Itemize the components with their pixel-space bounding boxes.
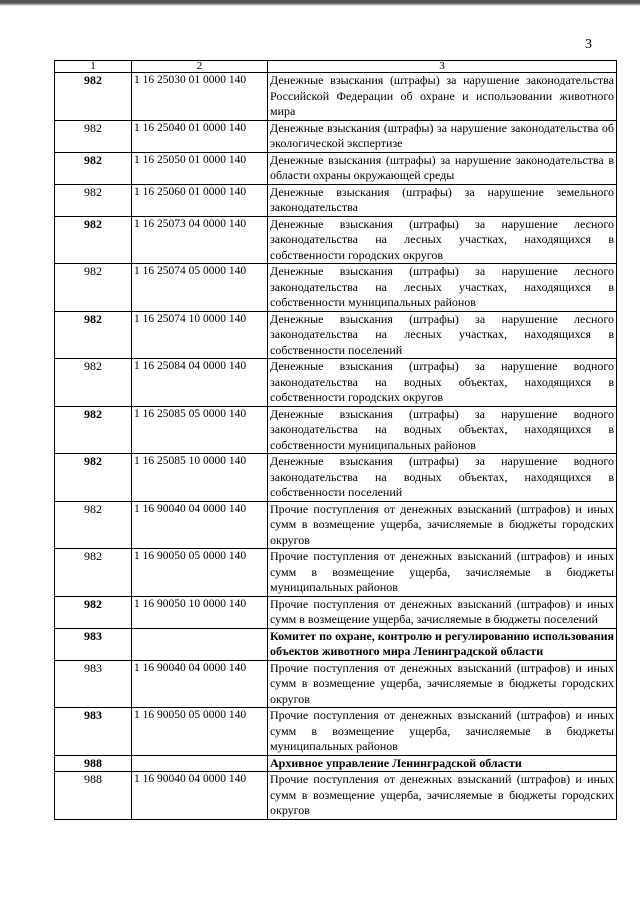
description-cell: Денежные взыскания (штрафы) за нарушение лесного законодательства на лесных участках, находящихся в собственности городских округов (268, 216, 617, 264)
num-cell: 982 (55, 152, 132, 184)
code-cell: 1 16 25085 10 0000 140 (132, 454, 268, 502)
description-cell: Прочие поступления от денежных взысканий (штрафов) и иных сумм в возмещение ущерба, зачисляемые в бюджеты муниципальных районов (268, 549, 617, 597)
description-cell: Прочие поступления от денежных взысканий (штрафов) и иных сумм в возмещение ущерба, зачисляемые в бюджеты городских округов (268, 660, 617, 708)
num-cell: 982 (55, 359, 132, 407)
revenue-codes-table (54, 60, 617, 820)
table-row (55, 549, 617, 597)
description-cell: Архивное управление Ленинградской области (268, 755, 617, 772)
code-cell: 1 16 25074 10 0000 140 (132, 311, 268, 359)
num-cell: 982 (55, 406, 132, 454)
num-cell: 982 (55, 549, 132, 597)
num-cell: 982 (55, 596, 132, 628)
description-cell: Денежные взыскания (штрафы) за нарушение законодательства в области охраны окружающей среды (268, 152, 617, 184)
table-row (55, 454, 617, 502)
description-cell: Денежные взыскания (штрафы) за нарушение водного законодательства на водных объектах, находящихся в собственности поселений (268, 454, 617, 502)
table-row (55, 406, 617, 454)
description-cell: Прочие поступления от денежных взысканий (штрафов) и иных сумм в возмещение ущерба, зачисляемые в бюджеты поселений (268, 596, 617, 628)
table-row (55, 660, 617, 708)
table-row (55, 120, 617, 152)
description-cell: Денежные взыскания (штрафы) за нарушение земельного законодательства (268, 184, 617, 216)
code-cell: 1 16 25074 05 0000 140 (132, 264, 268, 312)
table-row (55, 152, 617, 184)
page-number: 3 (585, 37, 592, 52)
code-cell: 1 16 25060 01 0000 140 (132, 184, 268, 216)
header-col-1: 1 (55, 61, 132, 73)
table-row (55, 184, 617, 216)
description-cell: Прочие поступления от денежных взысканий (штрафов) и иных сумм в возмещение ущерба, зачисляемые в бюджеты городских округов (268, 772, 617, 820)
code-cell: 1 16 90040 04 0000 140 (132, 660, 268, 708)
num-cell: 982 (55, 501, 132, 549)
description-cell: Денежные взыскания (штрафы) за нарушение лесного законодательства на лесных участках, находящихся в собственности муниципальных районов (268, 264, 617, 312)
code-cell (132, 628, 268, 660)
num-cell: 983 (55, 660, 132, 708)
table-row (55, 755, 617, 772)
num-cell: 982 (55, 184, 132, 216)
table-row (55, 359, 617, 407)
description-cell: Прочие поступления от денежных взысканий (штрафов) и иных сумм в возмещение ущерба, зачисляемые в бюджеты муниципальных районов (268, 708, 617, 756)
table-row (55, 772, 617, 820)
code-cell: 1 16 90040 04 0000 140 (132, 772, 268, 820)
header-col-2: 2 (132, 61, 268, 73)
description-cell: Денежные взыскания (штрафы) за нарушение лесного законодательства на лесных участках, находящихся в собственности поселений (268, 311, 617, 359)
code-cell: 1 16 25073 04 0000 140 (132, 216, 268, 264)
table-row (55, 311, 617, 359)
table-header-row (55, 61, 617, 73)
num-cell: 982 (55, 264, 132, 312)
num-cell: 982 (55, 454, 132, 502)
table-row (55, 708, 617, 756)
code-cell: 1 16 25085 05 0000 140 (132, 406, 268, 454)
table-row (55, 628, 617, 660)
table-row (55, 264, 617, 312)
code-cell: 1 16 25084 04 0000 140 (132, 359, 268, 407)
description-cell: Комитет по охране, контролю и регулированию использования объектов животного мира Ленинградской области (268, 628, 617, 660)
description-cell: Денежные взыскания (штрафы) за нарушение законодательства об экологической экспертизе (268, 120, 617, 152)
code-cell: 1 16 25050 01 0000 140 (132, 152, 268, 184)
code-cell: 1 16 25040 01 0000 140 (132, 120, 268, 152)
table-row (55, 501, 617, 549)
table-row (55, 596, 617, 628)
code-cell: 1 16 25030 01 0000 140 (132, 73, 268, 121)
num-cell: 988 (55, 755, 132, 772)
code-cell (132, 755, 268, 772)
num-cell: 983 (55, 628, 132, 660)
description-cell: Прочие поступления от денежных взысканий (штрафов) и иных сумм в возмещение ущерба, зачисляемые в бюджеты городских округов (268, 501, 617, 549)
num-cell: 982 (55, 311, 132, 359)
code-cell: 1 16 90050 05 0000 140 (132, 708, 268, 756)
description-cell: Денежные взыскания (штрафы) за нарушение законодательства Российской Федерации об охране и использовании животного мира (268, 73, 617, 121)
num-cell: 982 (55, 73, 132, 121)
table-row (55, 73, 617, 121)
table-row (55, 216, 617, 264)
code-cell: 1 16 90050 05 0000 140 (132, 549, 268, 597)
code-cell: 1 16 90050 10 0000 140 (132, 596, 268, 628)
num-cell: 982 (55, 120, 132, 152)
num-cell: 982 (55, 216, 132, 264)
header-col-3: 3 (268, 61, 617, 73)
num-cell: 988 (55, 772, 132, 820)
description-cell: Денежные взыскания (штрафы) за нарушение водного законодательства на водных объектах, находящихся в собственности муниципальных районов (268, 406, 617, 454)
scan-top-edge (0, 0, 640, 6)
description-cell: Денежные взыскания (штрафы) за нарушение водного законодательства на водных объектах, находящихся в собственности городских округов (268, 359, 617, 407)
num-cell: 983 (55, 708, 132, 756)
code-cell: 1 16 90040 04 0000 140 (132, 501, 268, 549)
